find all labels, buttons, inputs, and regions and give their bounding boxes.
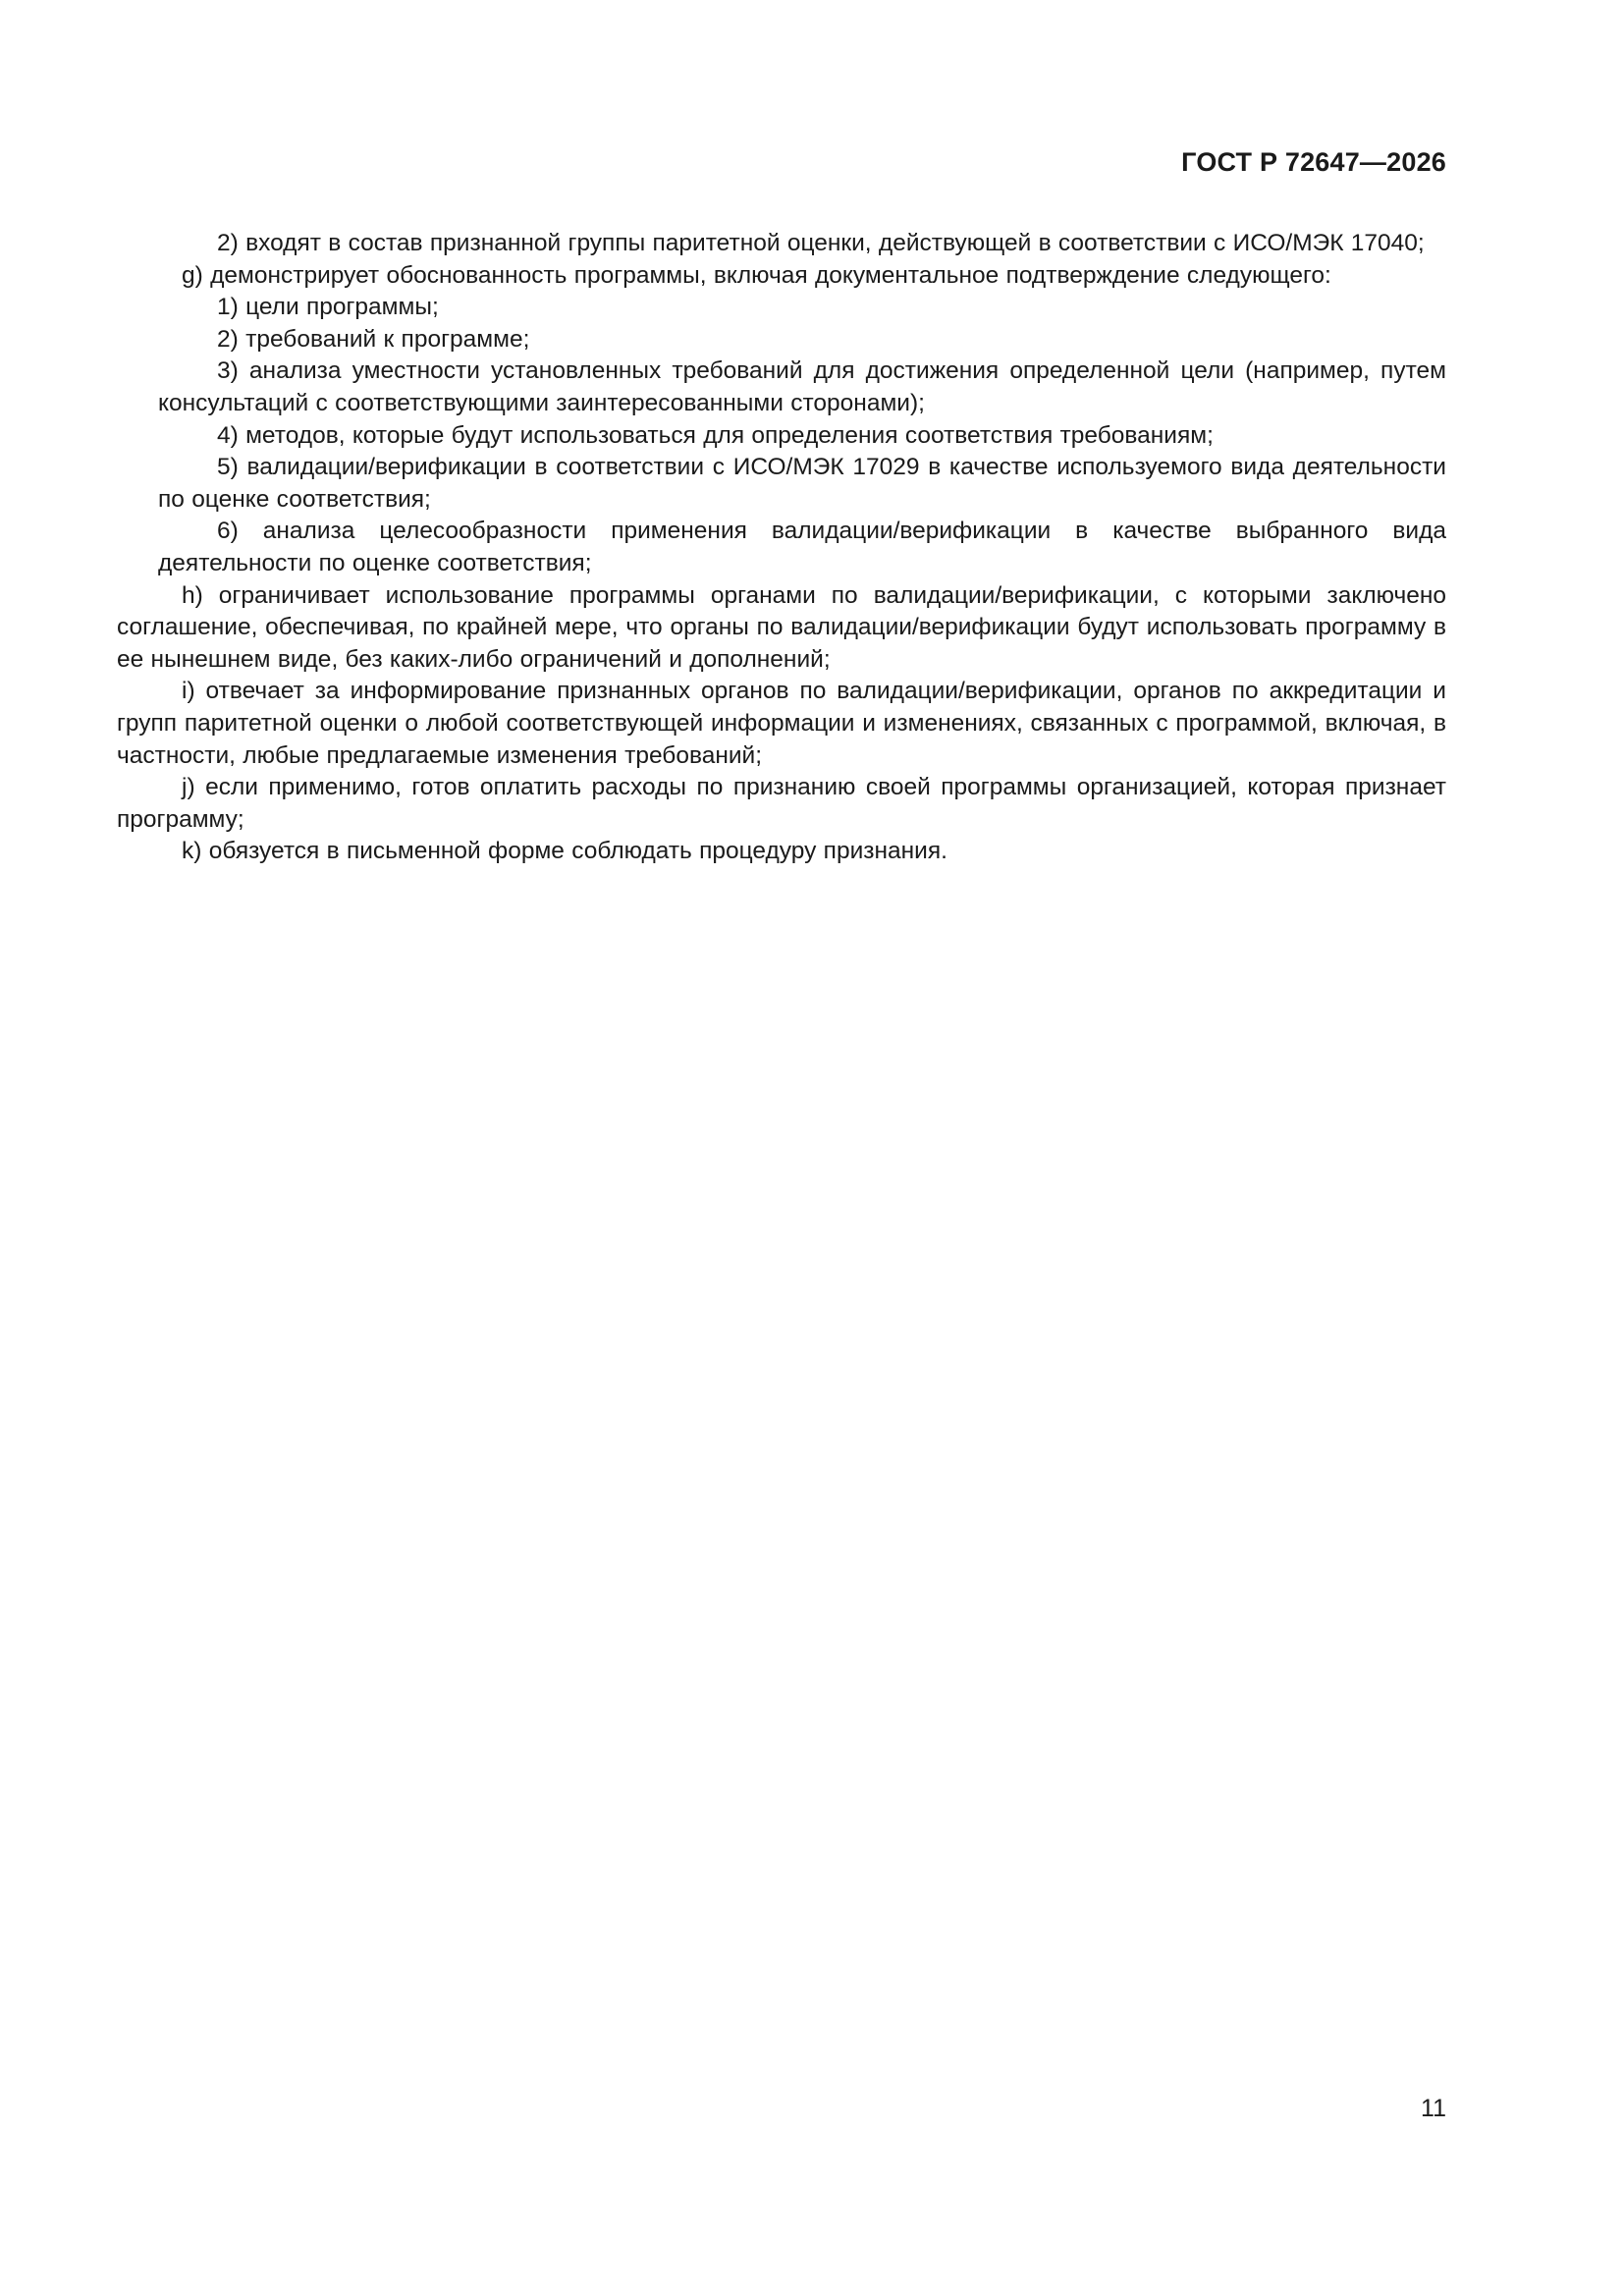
list-item-g-2: 2) требований к программе;: [217, 325, 530, 353]
document-code: ГОСТ Р 72647—2026: [1181, 147, 1446, 177]
list-item-g-6: 6) анализа целесообразности применения валидации/верификации в качестве выбранного вида деятельности по оценке соответствия;: [158, 518, 1446, 576]
list-item-g-3: 3) анализа уместности установленных требований для достижения определенной цели (например, путем консультаций с соответствующими заинтересованными сторонами);: [158, 357, 1446, 416]
list-item-g-5: 5) валидации/верификации в соответствии с ИСО/МЭК 17029 в качестве используемого вида деятельности по оценке соответствия;: [158, 454, 1446, 513]
list-item-k: k) обязуется в письменной форме соблюдать процедуру признания.: [182, 838, 947, 865]
list-item-g-4: 4) методов, которые будут использоваться для определения соответствия требованиям;: [217, 421, 1214, 449]
list-item-h: h) ограничивает использование программы органами по валидации/верификации, с которыми заключено соглашение, обеспечивая, по крайней мере, что органы по валидации/верификации будут использовать программу в ее нынешнем виде, без каких-либо ограничений и дополнений;: [117, 581, 1446, 673]
list-item-g-1: 1) цели программы;: [217, 294, 439, 321]
document-body: [117, 228, 1446, 868]
list-item-j: j) если применимо, готов оплатить расходы по признанию своей программы организацией, которая признает программу;: [117, 774, 1446, 833]
list-item-i: i) отвечает за информирование признанных органов по валидации/верификации, органов по аккредитации и групп паритетной оценки о любой соответствующей информации и изменениях, связанных с программой, включая, в частности, любые предлагаемые изменения требований;: [117, 678, 1446, 769]
list-item-2-peer-group: 2) входят в состав признанной группы паритетной оценки, действующей в соответствии с ИСО/МЭК 17040;: [217, 230, 1425, 256]
page-number: 11: [1421, 2095, 1446, 2122]
list-item-g: g) демонстрирует обоснованность программы, включая документальное подтверждение следующего:: [182, 261, 1331, 289]
